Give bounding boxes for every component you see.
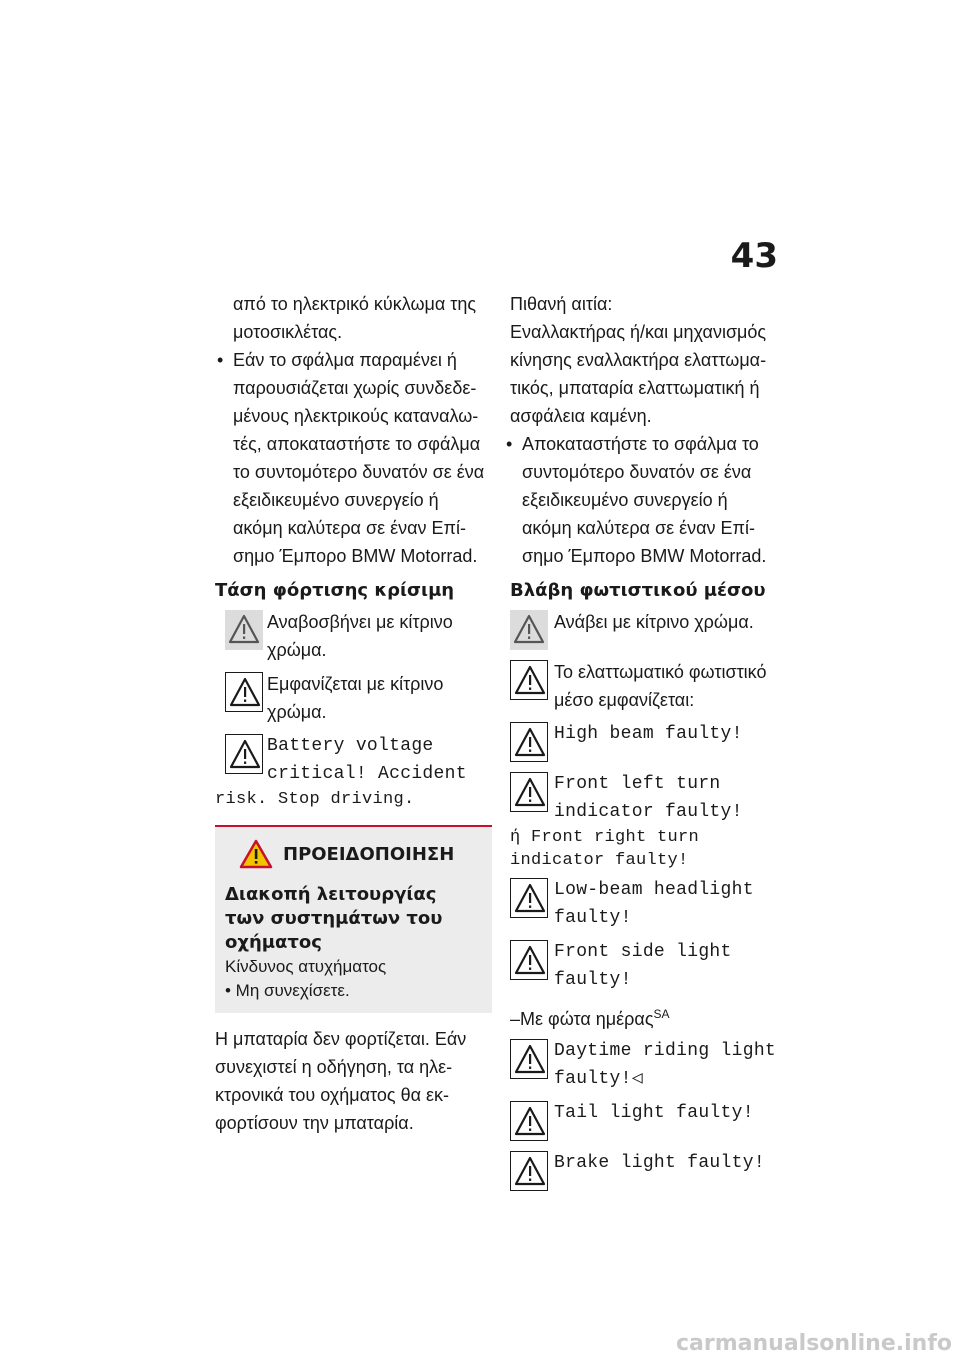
warning-triangle-icon [510, 1039, 548, 1079]
display-message: Low-beam headlight faulty! [554, 880, 754, 928]
warning-triangle-icon [225, 610, 263, 650]
indicator-row-side-light [510, 938, 782, 994]
indicator-text: Εμφανίζεται με κίτρινο χρώμα. [267, 674, 444, 722]
section-heading-lamp-failure: Βλάβη φωτιστικού μέσου [510, 580, 766, 601]
daytime-option-label [510, 1000, 782, 1033]
indicator-row-brake-light [510, 1149, 782, 1193]
display-message: Daytime riding light faulty!◁ [554, 1041, 777, 1089]
indicator-row-front-turn [510, 770, 782, 826]
warning-triangle-icon [510, 722, 548, 762]
warning-triangle-icon [225, 672, 263, 712]
watermark: carmanualsonline.info [676, 1331, 952, 1356]
indicator-row-shown [215, 670, 490, 726]
left-column [215, 290, 490, 1137]
warning-triangle-icon [510, 610, 548, 650]
possible-cause-text: Εναλλακτήρας ή/και μηχανισμός κίνησης εναλλακτήρα ελαττωμα- τικός, μπαταρία ελαττωματική ή ασφάλεια καμένη. [510, 322, 767, 426]
warning-box [215, 825, 492, 1013]
warning-triangle-icon [510, 1151, 548, 1191]
warning-triangle-icon [510, 660, 548, 700]
indicator-row-lights-up [510, 608, 782, 652]
danger-icon [239, 839, 273, 869]
display-message-continued: ή Front right turn [510, 828, 700, 847]
indicator-text: Ανάβει με κίτρινο χρώμα. [554, 612, 754, 632]
warning-title: ΠΡΟΕΙΔΟΠΟΙΗΣΗ [283, 843, 455, 865]
battery-explanation: Η μπαταρία δεν φορτίζεται. Εάν συνεχιστεί η οδήγηση, τα ηλε- κτρονικά του οχήματος θα εκ- φορτίσουν την μπαταρία. [215, 1029, 467, 1133]
warning-subtitle: Διακοπή λειτουργίας των συστημάτων του οχήματος [225, 884, 443, 953]
indicator-row-faulty-lamp [510, 658, 782, 714]
display-message: Front side light faulty! [554, 942, 732, 990]
page-number: 43 [730, 236, 778, 276]
display-message-continued: indicator faulty! [510, 851, 689, 870]
indicator-row-battery [215, 732, 490, 788]
optional-equipment-mark: SA [653, 1007, 670, 1021]
indicator-text: Το ελαττωματικό φωτιστικό μέσο εμφανίζεται: [554, 662, 767, 710]
display-message: Front left turn indicator faulty! [554, 774, 743, 822]
daytime-prefix: –Με φώτα ημέρας [510, 1009, 654, 1029]
section-heading-charge-voltage: Τάση φόρτισης κρίσιμη [215, 580, 455, 601]
warning-risk: Κίνδυνος ατυχήματος [225, 957, 387, 976]
warning-triangle-icon [225, 734, 263, 774]
indicator-row-daytime [510, 1037, 782, 1093]
right-column [510, 290, 782, 1199]
indicator-text: Αναβοσβήνει με κίτρινο χρώμα. [267, 612, 453, 660]
indicator-row-high-beam [510, 720, 782, 764]
warning-header [225, 839, 482, 869]
warning-triangle-icon [510, 772, 548, 812]
indicator-row-low-beam [510, 876, 782, 932]
warning-action: • Μη συνεχίσετε. [225, 981, 350, 1000]
warning-triangle-icon [510, 878, 548, 918]
display-message-continued: risk. Stop driving. [215, 790, 415, 809]
display-message: Brake light faulty! [554, 1153, 765, 1173]
indicator-row-tail-light [510, 1099, 782, 1143]
display-message: Battery voltage critical! Accident [267, 736, 467, 784]
bullet-repair: • Εάν το σφάλμα παραμένει ή παρουσιάζεται χωρίς συνδεδε- μένους ηλεκτρικούς καταναλω- τές, αποκαταστήστε το σφάλμα το συντομότερο δυνατόν σε ένα εξειδικευμένο συνεργείο ή ακόμη καλύτερα σε έναν Επί- σημο Έμπορο BMW Motorrad. [215, 346, 490, 570]
possible-cause-label: Πιθανή αιτία: [510, 294, 613, 314]
bullet-repair: • Αποκαταστήστε το σφάλμα το συντομότερο δυνατόν σε ένα εξειδικευμένο συνεργείο ή ακόμη καλύτερα σε έναν Επί- σημο Έμπορο BMW Motorrad. [510, 430, 782, 570]
warning-triangle-icon [510, 940, 548, 980]
indicator-row-flashing [215, 608, 490, 664]
display-message: Tail light faulty! [554, 1103, 754, 1123]
warning-triangle-icon [510, 1101, 548, 1141]
display-message: High beam faulty! [554, 724, 743, 744]
intro-text: από το ηλεκτρικό κύκλωμα της μοτοσικλέτας. [233, 294, 477, 342]
